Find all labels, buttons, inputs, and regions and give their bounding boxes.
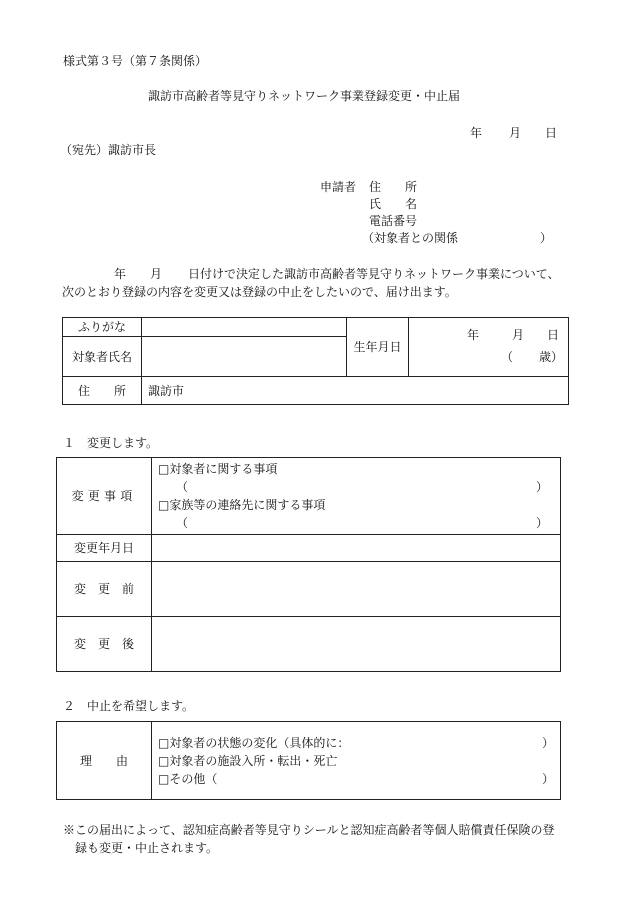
birth-date-label: 生年月日 xyxy=(347,318,409,377)
section2-heading: ２ 中止を希望します。 xyxy=(63,699,195,713)
subject-address-label: 住 所 xyxy=(63,377,142,405)
furigana-field[interactable] xyxy=(142,318,347,337)
reason-label: 理 由 xyxy=(57,722,152,800)
cancel-table xyxy=(56,721,561,800)
furigana-label: ふりがな xyxy=(63,318,142,337)
reason-field xyxy=(152,722,561,800)
age-unit: 歳） xyxy=(539,350,564,364)
reason-option-other[interactable]: □その他（ xyxy=(158,771,218,786)
change-items-label: 変更事項 xyxy=(57,458,152,535)
subject-address-field[interactable]: 諏訪市 xyxy=(142,377,569,405)
reason-option-condition-close: ） xyxy=(541,735,554,750)
footnote-line2: 録も変更・中止されます。 xyxy=(75,841,219,855)
change-option-subject-paren-open: （ xyxy=(176,480,189,494)
change-date-label: 変更年月日 xyxy=(57,535,152,562)
birth-date-field[interactable] xyxy=(409,318,569,377)
footnote-line1: ※この届出によって、認知症高齢者等見守りシールと認知症高齢者等個人賠償責任保険の登 xyxy=(63,823,555,837)
page-title: 諏訪市高齢者等見守りネットワーク事業登録変更・中止届 xyxy=(148,89,461,103)
before-change-label: 変 更 前 xyxy=(57,562,152,617)
after-change-label: 変 更 後 xyxy=(57,617,152,672)
applicant-phone-label: 電話番号 xyxy=(369,214,418,228)
intro-text-2: 次のとおり登録の内容を変更又は登録の中止をしたいので、届け出ます。 xyxy=(62,285,457,299)
date-month-label: 月 xyxy=(509,126,522,140)
age-open: （ xyxy=(501,350,514,364)
applicant-relation-close: ） xyxy=(540,231,553,245)
date-day-label: 日 xyxy=(545,126,558,140)
applicant-label: 申請者 xyxy=(320,180,357,194)
date-year-label: 年 xyxy=(470,126,483,140)
applicant-address-label: 住 所 xyxy=(369,180,418,194)
after-change-field[interactable] xyxy=(152,617,561,672)
reason-option-other-close: ） xyxy=(541,771,554,786)
change-date-field[interactable] xyxy=(152,535,561,562)
change-option-family-paren-open: （ xyxy=(176,516,189,530)
change-option-subject-paren-close: ） xyxy=(535,480,548,494)
subject-name-label: 対象者氏名 xyxy=(63,337,142,377)
reason-option-condition[interactable]: □対象者の状態の変化（具体的に： xyxy=(158,735,350,750)
birth-year-label: 年 xyxy=(467,328,480,342)
change-option-family-paren-close: ） xyxy=(535,516,548,530)
intro-month: 月 xyxy=(150,267,163,281)
form-number: 様式第３号（第７条関係） xyxy=(63,54,208,68)
applicant-relation-label: （対象者との関係 xyxy=(362,231,459,245)
change-option-subject[interactable]: □対象者に関する事項 xyxy=(158,462,278,476)
subject-name-field[interactable] xyxy=(142,337,347,377)
birth-day-label: 日 xyxy=(547,328,560,342)
change-items-field xyxy=(152,458,561,535)
before-change-field[interactable] xyxy=(152,562,561,617)
subject-table xyxy=(62,317,569,405)
change-table xyxy=(56,457,561,672)
intro-year: 年 xyxy=(114,267,127,281)
applicant-name-label: 氏 名 xyxy=(369,197,418,211)
intro-text-1: 日付けで決定した諏訪市高齢者等見守りネットワーク事業について、 xyxy=(188,267,560,281)
section1-heading: １ 変更します。 xyxy=(63,436,159,450)
reason-option-facility[interactable]: □対象者の施設入所・転出・死亡 xyxy=(158,753,338,768)
change-option-family[interactable]: □家族等の連絡先に関する事項 xyxy=(158,498,326,512)
birth-month-label: 月 xyxy=(512,328,525,342)
addressee: （宛先）諏訪市長 xyxy=(60,143,157,157)
